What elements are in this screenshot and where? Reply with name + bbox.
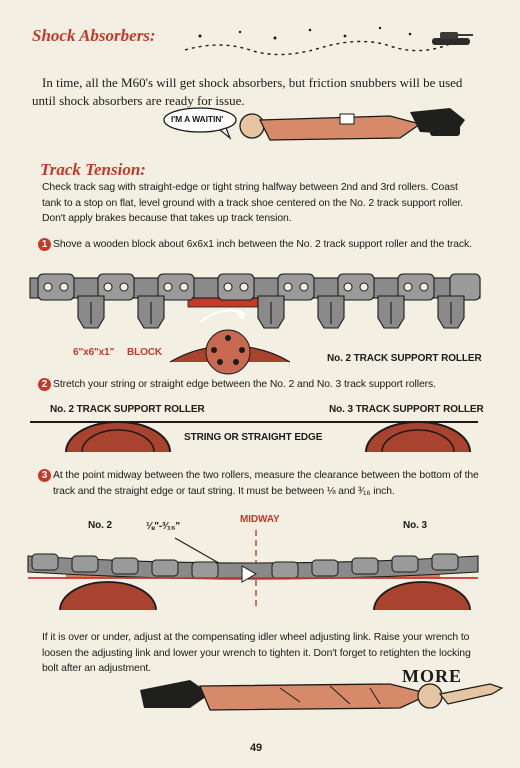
clearance-diagram [0, 530, 520, 612]
midway-label: MIDWAY [240, 514, 280, 525]
closing-paragraph: If it is over or under, adjust at the compensating idler wheel adjusting link. Raise your wrench to loosen the adjusting link and lower your wrench to tighten it. Don't forget to retighten the locking bolt after an adjustment. [42, 632, 471, 674]
block-size-label: 6"x6"x1" [73, 347, 115, 358]
roller-label-no2: No. 2 TRACK SUPPORT ROLLER [50, 404, 205, 415]
step-number-2: 2 [38, 378, 51, 391]
page-number: 49 [250, 742, 263, 754]
clearance-label: ⅛"-³⁄₁₆" [146, 521, 181, 532]
roller-label-fig1: No. 2 TRACK SUPPORT ROLLER [327, 353, 482, 364]
more-label: MORE [402, 666, 462, 686]
step-text-1: Shove a wooden block about 6x6x1 inch between the No. 2 track support roller and the track. [53, 239, 472, 250]
step-number-1: 1 [38, 238, 51, 251]
step-number-3: 3 [38, 469, 51, 482]
block-label: BLOCK [127, 347, 163, 358]
shock-heading: Shock Absorbers: [32, 26, 156, 45]
roller-label-fig3-no3: No. 3 [403, 520, 427, 531]
tension-intro: Check track sag with straight-edge or tight string halfway between 2nd and 3rd rollers. Coast tank to a stop on flat, level ground with a track shoe centered on the No. 2 track support roller. Don't apply brakes because that takes up track tension. [42, 182, 464, 224]
step-text-3: At the point midway between the two rollers, measure the clearance between the bottom of the track and the straight edge or taut string. It must be between ⅛ and ³⁄₁₆ inch. [53, 470, 479, 497]
roller-label-fig3-no2: No. 2 [88, 520, 112, 531]
roller-label-no3: No. 3 TRACK SUPPORT ROLLER [329, 404, 484, 415]
shock-paragraph: In time, all the M60's will get shock absorbers, but friction snubbers will be used until shock absorbers are ready for issue. [32, 75, 463, 108]
tank-icon [430, 28, 474, 48]
tension-heading: Track Tension: [40, 160, 146, 179]
string-label: STRING OR STRAIGHT EDGE [184, 432, 323, 443]
speech-balloon-text: I'M A WAITIN' [171, 114, 224, 124]
step-text-2: Stretch your string or straight edge between the No. 2 and No. 3 track support rollers. [53, 379, 436, 390]
